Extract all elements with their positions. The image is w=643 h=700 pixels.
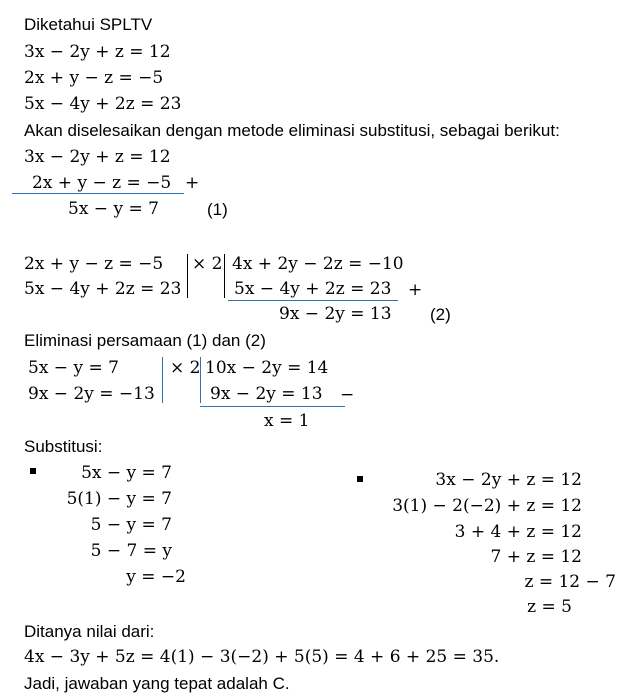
subst-heading: Substitusi: bbox=[24, 437, 103, 456]
elim-heading: Eliminasi persamaan (1) dan (2) bbox=[24, 331, 266, 350]
asked-heading: Ditanya nilai dari: bbox=[24, 622, 155, 641]
subst-left-line-4: 5 − 7 = y bbox=[90, 541, 172, 561]
conclusion-text: Jadi, jawaban yang tepat adalah C. bbox=[24, 674, 290, 693]
step3-minus-sign: − bbox=[340, 385, 355, 405]
step1-plus-sign: + bbox=[185, 173, 200, 193]
step2-plus-sign: + bbox=[408, 280, 423, 300]
step1-underline bbox=[12, 193, 184, 194]
subst-right-line-4: 7 + z = 12 bbox=[490, 547, 582, 567]
step3-multiplier: × 2 bbox=[170, 358, 201, 378]
step2-right-2: 5x − 4y + 2z = 23 bbox=[234, 279, 392, 299]
step3-right-1: 10x − 2y = 14 bbox=[205, 358, 329, 378]
subst-left-line-1: 5x − y = 7 bbox=[81, 463, 172, 483]
step3-left-1: 5x − y = 7 bbox=[28, 358, 119, 378]
step2-bar-right bbox=[224, 254, 225, 298]
system-eq-1: 3x − 2y + z = 12 bbox=[24, 42, 171, 62]
subst-right-line-1: 3x − 2y + z = 12 bbox=[435, 470, 582, 490]
step1-tag: (1) bbox=[207, 200, 228, 219]
bullet-marker-right bbox=[357, 476, 363, 482]
step1-line-2: 2x + y − z = −5 bbox=[32, 173, 172, 193]
system-eq-3: 5x − 4y + 2z = 23 bbox=[24, 94, 182, 114]
step3-bar-left bbox=[162, 357, 163, 403]
subst-right-line-3: 3 + 4 + z = 12 bbox=[454, 522, 582, 542]
final-equation: 4x − 3y + 5z = 4(1) − 3(−2) + 5(5) = 4 + 6 + 25 = 35. bbox=[24, 647, 500, 667]
step2-right-1: 4x + 2y − 2z = −10 bbox=[232, 254, 404, 274]
step3-underline bbox=[200, 406, 345, 407]
step2-left-2: 5x − 4y + 2z = 23 bbox=[24, 279, 182, 299]
heading-known: Diketahui SPLTV bbox=[24, 15, 153, 34]
step1-line-1: 3x − 2y + z = 12 bbox=[24, 147, 171, 167]
step3-result: x = 1 bbox=[264, 411, 310, 431]
step2-result: 9x − 2y = 13 bbox=[279, 304, 392, 324]
step2-bar-left bbox=[187, 254, 188, 298]
step2-multiplier: × 2 bbox=[192, 254, 223, 274]
step2-tag: (2) bbox=[430, 305, 451, 324]
step3-right-2: 9x − 2y = 13 bbox=[210, 384, 323, 404]
bullet-marker-left bbox=[30, 468, 36, 474]
subst-right-line-2: 3(1) − 2(−2) + z = 12 bbox=[392, 496, 582, 516]
subst-left-line-2: 5(1) − y = 7 bbox=[66, 489, 172, 509]
subst-left-line-3: 5 − y = 7 bbox=[90, 515, 172, 535]
step1-result: 5x − y = 7 bbox=[68, 199, 159, 219]
subst-right-line-6: z = 5 bbox=[527, 597, 572, 617]
intro-text: Akan diselesaikan dengan metode eliminasi substitusi, sebagai berikut: bbox=[24, 121, 560, 140]
step2-left-1: 2x + y − z = −5 bbox=[24, 254, 164, 274]
step3-left-2: 9x − 2y = −13 bbox=[28, 384, 155, 404]
subst-left-line-5: y = −2 bbox=[126, 567, 186, 587]
subst-right-line-5: z = 12 − 7 bbox=[524, 572, 616, 592]
step3-bar-right bbox=[200, 357, 201, 403]
system-eq-2: 2x + y − z = −5 bbox=[24, 68, 164, 88]
step2-underline bbox=[228, 300, 398, 301]
